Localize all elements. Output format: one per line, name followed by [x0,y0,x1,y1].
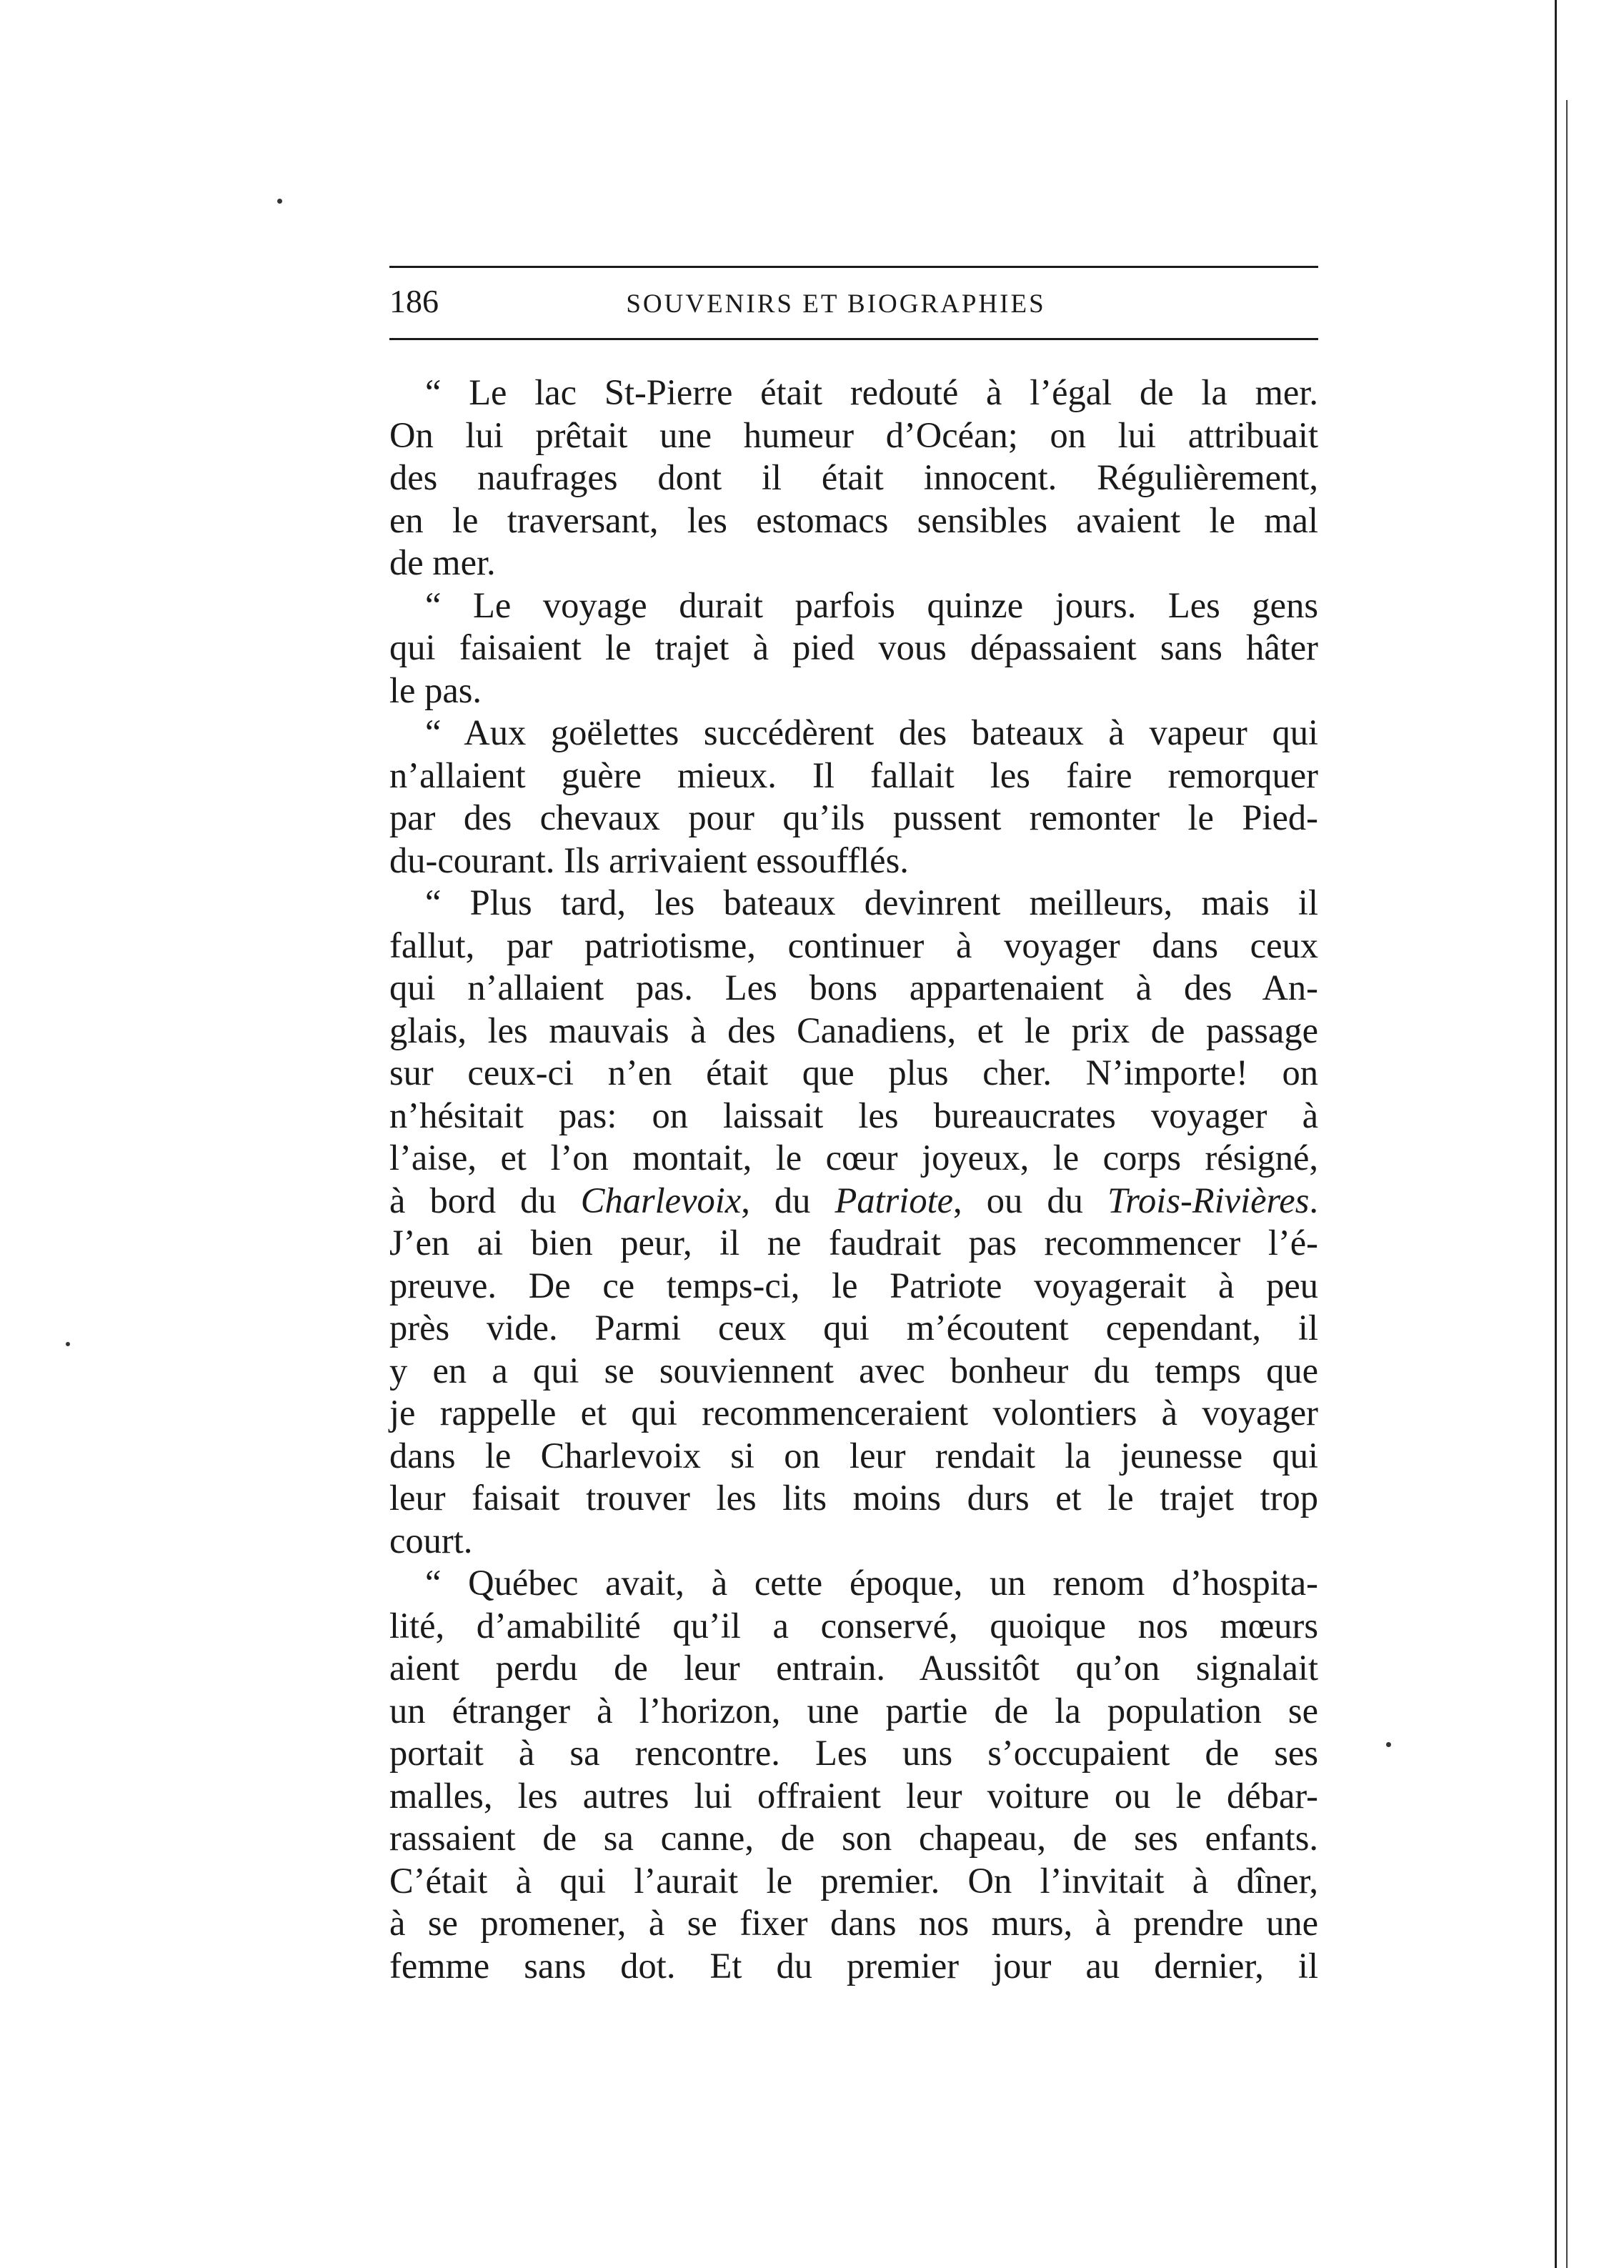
text-line: rassaient de sa canne, de son chapeau, de ses enfants. [389,1818,1318,1858]
text-line: dans le Charlevoix si on leur rendait la jeunesse qui [389,1435,1318,1476]
text-line: preuve. De ce temps-ci, le Patriote voyagerait à peu [389,1265,1318,1305]
text-line: “ Plus tard, les bateaux devinrent meilleurs, mais il [425,882,1318,922]
text-line: malles, les autres lui offraient leur voiture ou le débar- [389,1775,1318,1816]
text-line: On lui prêtait une humeur d’Océan; on lui attribuait [389,414,1318,455]
text-line: “ Le lac St-Pierre était redouté à l’égal de la mer. [425,372,1318,412]
text-segment: . [1309,1180,1319,1220]
text-line: en le traversant, les estomacs sensibles avaient le mal [389,499,1318,540]
text-line: le pas. [389,670,482,710]
text-line: glais, les mauvais à des Canadiens, et le prix de passage [389,1010,1318,1050]
header-row [389,282,1318,329]
boat-name-patriote: Patriote [835,1180,954,1220]
text-line: C’était à qui l’aurait le premier. On l’invitait à dîner, [389,1860,1318,1901]
text-line: n’allaient guère mieux. Il fallait les faire remorquer [389,755,1318,795]
header-bottom-rule [389,338,1318,340]
text-line: l’aise, et l’on montait, le cœur joyeux, le corps résigné, [389,1138,1318,1178]
running-title: SOUVENIRS ET BIOGRAPHIES [626,289,1046,319]
text-line: à se promener, à se fixer dans nos murs, à prendre une [389,1903,1318,1943]
text-line: je rappelle et qui recommenceraient volontiers à voyager [389,1393,1318,1433]
text-line: “ Québec avait, à cette époque, un renom d’hospita- [425,1563,1318,1603]
text-line: qui n’allaient pas. Les bons appartenaient à des An- [389,968,1318,1008]
text-line: près vide. Parmi ceux qui m’écoutent cependant, il [389,1308,1318,1348]
text-line-italic-names [389,1180,1318,1223]
text-line: fallut, par patriotisme, continuer à voyager dans ceux [389,925,1318,965]
body-text [389,372,1318,1987]
text-line: J’en ai bien peur, il ne faudrait pas recommencer l’é- [389,1223,1318,1263]
scan-speck [277,199,282,204]
text-line: du-courant. Ils arrivaient essoufflés. [389,840,909,880]
text-line: par des chevaux pour qu’ils pussent remonter le Pied- [389,797,1318,837]
text-segment: , ou du [953,1180,1107,1220]
text-line: “ Aux goëlettes succédèrent des bateaux à vapeur qui [425,712,1318,752]
scan-speck [66,1342,70,1346]
text-line: “ Le voyage durait parfois quinze jours. Les gens [425,585,1318,625]
text-line: leur faisait trouver les lits moins durs et le trajet trop [389,1478,1318,1518]
text-line: aient perdu de leur entrain. Aussitôt qu’on signalait [389,1648,1318,1688]
text-segment: à bord du [389,1180,581,1220]
text-line: qui faisaient le trajet à pied vous dépassaient sans hâter [389,627,1318,667]
text-line: femme sans dot. Et du premier jour au dernier, il [389,1945,1318,1986]
text-line: n’hésitait pas: on laissait les bureaucrates voyager à [389,1095,1318,1135]
text-line: court. [389,1520,473,1561]
text-line: sur ceux-ci n’en était que plus cher. N’importe! on [389,1053,1318,1093]
text-line: un étranger à l’horizon, une partie de la population se [389,1690,1318,1731]
page-edge-line-inner [1566,100,1568,2268]
text-line: lité, d’amabilité qu’il a conservé, quoique nos mœurs [389,1605,1318,1646]
page-number: 186 [389,283,439,319]
page-edge-line [1555,0,1557,2268]
text-line: y en a qui se souviennent avec bonheur du temps que [389,1350,1318,1391]
page-header [389,266,1318,340]
boat-name-charlevoix: Charlevoix [580,1180,742,1220]
text-line: portait à sa rencontre. Les uns s’occupaient de ses [389,1733,1318,1773]
text-segment: , du [741,1180,835,1220]
header-top-rule [389,266,1318,268]
text-line: des naufrages dont il était innocent. Régulièrement, [389,457,1318,497]
scan-speck [1386,1742,1391,1747]
text-line: de mer. [389,542,496,582]
boat-name-trois-rivieres: Trois-Rivières [1107,1180,1310,1220]
